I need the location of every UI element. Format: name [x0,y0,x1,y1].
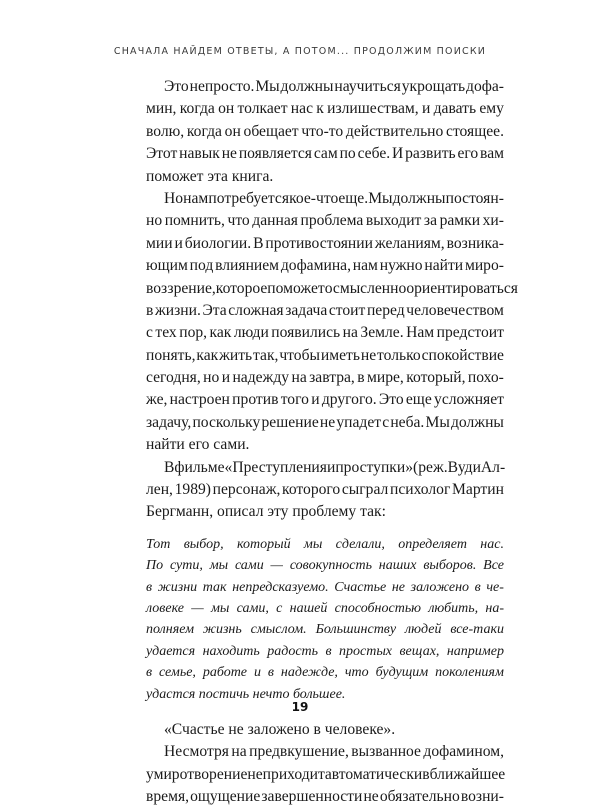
running-header: СНАЧАЛА НАЙДЕМ ОТВЕТЫ, А ПОТОМ... ПРОДОЛЖИМ ПОИСКИ [113,46,487,57]
paragraph [146,741,504,808]
text-line: В фильме «Преступления и проступки» (реж. Вуди Ал- [164,458,506,476]
text-line: мии и биологии. В противостоянии желаниям, возника- [146,234,504,252]
quote-line: полняем жизнь смыслом. Большинству людей все-таки [146,622,504,638]
text-line: мин, когда он толкает нас к излишествам, и давать ему [146,100,504,118]
text-line: Это непросто. Мы должны научиться укрощать дофа- [164,78,504,95]
quote-line: удастся постичь нечто большее. [146,686,346,702]
paragraph [146,719,504,741]
text-line: Но нам потребуется кое-что еще. Мы должны постоян- [164,189,504,207]
text-line: же, настроен против того и другого. Это еще усложняет [146,391,504,409]
text-line: сегодня, но и надежду на завтра, в мире, который, похо- [146,369,504,387]
text-line: волю, когда он обещает что-то действительно стоящее. [146,122,504,140]
text-line: найти его сами. [146,436,250,454]
text-line: в жизни. Эта сложная задача стоит перед человечеством [146,301,504,319]
quote-line: По сути, мы сами — совокупность наших выборов. Все [146,558,504,574]
text-line: лен, 1989) персонаж, которого сыграл психолог Мартин [146,481,504,499]
text-line: «Счастье не заложено в человеке». [164,720,396,738]
block-quote [146,534,504,705]
text-line: но помнить, что данная проблема выходит за рамки хи- [146,212,504,230]
text-line: умиротворение не приходит автоматически в ближайшее [146,765,506,783]
text-line: время, ощущение завершенности не обязательно возни- [146,788,504,806]
text-line: с тех пор, как люди появились на Земле. Нам предстоит [146,324,504,342]
page-number: 19 [291,700,309,714]
text-line: Несмотря на предвкушение, вызванное дофамином, [164,743,504,761]
text-line: поможет эта книга. [146,167,274,185]
quote-line: в жизни так непредсказуемо. Счастье не заложено в че- [146,579,504,595]
quote-line: ловеке — мы сами, с нашей способностью любить, на- [146,600,504,616]
paragraph [146,457,504,524]
quote-line: Тот выбор, который мы сделали, определяет нас. [146,536,504,552]
paragraph [146,188,518,457]
body-text [146,76,518,809]
text-line: Этот навык не появляется сам по себе. И развить его вам [146,145,504,163]
text-line: задачу, поскольку решение не упадет с неба. Мы должны [146,413,504,431]
text-line: ющим под влиянием дофамина, нам нужно найти миро- [146,257,504,275]
paragraph [146,76,504,188]
text-line: воззрение, которое поможет осмысленно ориентироваться [146,279,518,297]
text-line: Бергманн, описал эту проблему так: [146,503,386,521]
quote-line: в семье, работе и в надежде, что будущим поколениям [146,665,504,681]
text-line: понять, как жить так, чтобы иметь не только спокойствие [146,346,504,364]
quote-line: удается находить радость в простых вещах, например [146,643,504,659]
